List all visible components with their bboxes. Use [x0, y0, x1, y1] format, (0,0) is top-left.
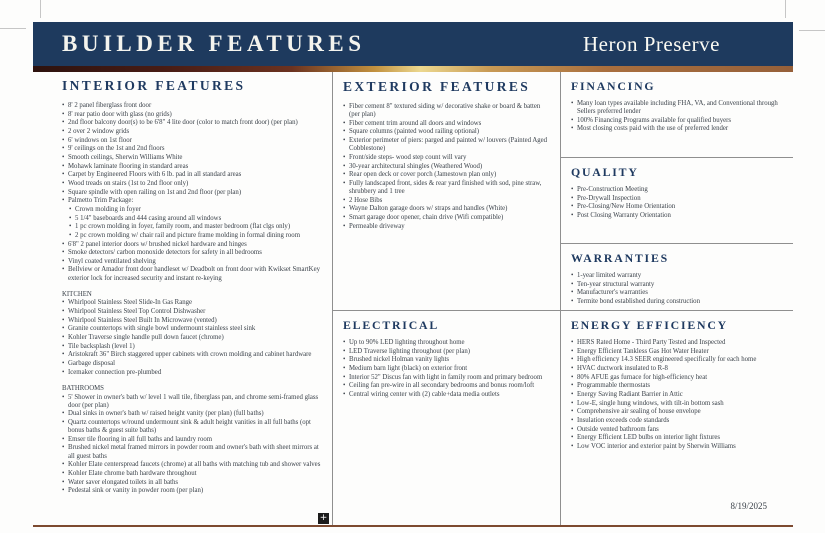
feature-text: Termite bond established during construction: [577, 297, 700, 305]
bullet-icon: •: [62, 360, 65, 368]
header-banner: [33, 22, 793, 66]
section-heading-quality: QUALITY: [571, 165, 639, 179]
feature-item: [62, 385, 326, 393]
feature-item: [62, 334, 326, 342]
feature-item: [62, 241, 326, 249]
bullet-icon: •: [62, 469, 65, 477]
bullet-icon: •: [571, 194, 574, 202]
feature-text: HERS Rated Home - Third Party Tested and Inspected: [577, 339, 726, 346]
feature-text: LED Traverse lighting throughout (per plan): [349, 347, 471, 355]
bullet-icon: •: [69, 205, 72, 213]
bullet-icon: •: [62, 266, 65, 274]
feature-text: Low VOC interior and exterior paint by Sherwin Williams: [577, 442, 736, 450]
feature-item: [571, 356, 785, 364]
bullet-icon: •: [343, 205, 346, 213]
feature-item: [62, 325, 326, 333]
exterior-feature-list: [343, 103, 552, 231]
feature-item: [343, 180, 552, 196]
feature-text: Garbage disposal: [68, 360, 115, 368]
bullet-icon: •: [62, 418, 65, 426]
feature-text: 5 1/4" baseboards and 444 casing around all windows: [75, 214, 222, 222]
feature-text: Fiber cement trim around all doors and windows: [349, 119, 482, 127]
feature-item: [571, 374, 785, 382]
bullet-icon: •: [571, 203, 574, 211]
column-interior: [33, 72, 332, 526]
feature-item: [343, 391, 552, 399]
bullet-icon: •: [571, 297, 574, 305]
bullet-icon: •: [343, 373, 346, 381]
feature-text: Wood treads on stairs (1st to 2nd floor only): [68, 179, 189, 187]
feature-text: Fully landscaped front, sides & rear yard finished with sod, pine straw, shrubbery and 1 tree: [349, 179, 542, 196]
feature-text: Pre-Closing/New Home Orientation: [577, 203, 676, 211]
feature-text: Energy Efficient Tankless Gas Hot Water Heater: [577, 347, 709, 355]
feature-item: [62, 461, 326, 469]
feature-item: [62, 470, 326, 478]
feature-item: [343, 197, 552, 205]
feature-text: 6' windows on 1st floor: [68, 136, 132, 144]
financing-feature-list: [571, 100, 785, 134]
bullet-icon: •: [62, 153, 65, 161]
bullet-icon: •: [571, 339, 574, 346]
bullet-icon: •: [571, 382, 574, 390]
feature-text: KITCHEN: [62, 290, 92, 298]
feature-item: [571, 203, 785, 211]
feature-item: [571, 382, 785, 390]
bullet-icon: •: [571, 211, 574, 219]
feature-item: [343, 103, 552, 119]
feature-item: [62, 351, 326, 359]
feature-item: [571, 400, 785, 408]
feature-item: [62, 137, 326, 145]
feature-item: [62, 171, 326, 179]
feature-item: [571, 281, 785, 289]
feature-text: Carpet by Engineered Floors with 6 lb. pad in all standard areas: [68, 171, 242, 179]
feature-item: [571, 339, 785, 347]
feature-text: Aristokraft 36" Birch staggered upper cabinets with crown molding and cabinet hardware: [68, 351, 312, 359]
bullet-icon: •: [343, 364, 346, 372]
bullet-icon: •: [69, 231, 72, 239]
bullet-icon: •: [62, 410, 65, 418]
feature-text: Insulation exceeds code standards: [577, 416, 670, 424]
bullet-icon: •: [62, 102, 65, 109]
feature-text: Kohler Elate chrome bath hardware throughout: [68, 469, 197, 477]
feature-text: 2 pc crown molding w/ chair rail and picture frame molding in formal dining room: [75, 231, 300, 239]
feature-text: Most closing costs paid with the use of preferred lender: [577, 125, 729, 133]
feature-item: [343, 223, 552, 231]
bullet-icon: •: [343, 153, 346, 161]
bullet-icon: •: [62, 119, 65, 127]
feature-item: [62, 266, 326, 282]
content-columns: [33, 72, 793, 526]
bullet-icon: •: [343, 339, 346, 346]
bullet-icon: •: [62, 316, 65, 324]
bullet-icon: •: [69, 223, 72, 231]
feature-item: [343, 128, 552, 136]
feature-text: 2nd floor balcony door(s) to be 6'8" 4 lite door (color to match front door) (per plan): [68, 119, 298, 127]
feature-text: 1 pc crown molding in foyer, family room, and master bedroom (flat clgs only): [75, 223, 291, 231]
feature-item: [343, 154, 552, 162]
feature-item: [343, 214, 552, 222]
bullet-icon: •: [571, 347, 574, 355]
bullet-icon: •: [62, 136, 65, 144]
feature-text: 9' ceilings on the 1st and 2nd floors: [68, 145, 165, 153]
feature-item: [571, 100, 785, 116]
feature-text: Medium barn light (black) on exterior front: [349, 364, 468, 372]
bullet-icon: •: [62, 257, 65, 265]
bullet-icon: •: [62, 325, 65, 333]
community-name: Heron Preserve: [582, 31, 720, 56]
bullet-icon: •: [62, 249, 65, 257]
feature-item: [343, 137, 552, 153]
bullet-icon: •: [343, 128, 346, 136]
bullet-icon: •: [62, 240, 65, 248]
bullet-icon: •: [571, 289, 574, 297]
feature-text: Many loan types available including FHA, VA, and Conventional through Sellers preferred lender: [577, 100, 778, 116]
feature-item: [62, 308, 326, 316]
electrical-feature-list: [343, 339, 552, 399]
feature-item: [62, 444, 326, 460]
section-heading-financing: FINANCING: [571, 79, 656, 93]
annotation-plus-icon[interactable]: +: [319, 513, 328, 523]
bullet-icon: •: [62, 179, 65, 187]
bullet-icon: •: [343, 356, 346, 364]
crop-mark: [40, 0, 41, 18]
feature-item: [343, 339, 552, 347]
feature-text: Wayne Dalton garage doors w/ straps and handles (White): [349, 205, 508, 213]
bottom-rule: [33, 525, 793, 527]
section-heading-warranties: WARRANTIES: [571, 251, 669, 265]
feature-text: Comprehensive air sealing of house envelope: [577, 408, 701, 416]
feature-text: 8' 2 panel fiberglass front door: [68, 102, 152, 109]
feature-text: Energy Saving Radiant Barrier in Attic: [577, 390, 683, 398]
bullet-icon: •: [571, 425, 574, 433]
feature-item: [571, 212, 785, 220]
feature-item: [343, 120, 552, 128]
bullet-icon: •: [62, 334, 65, 342]
feature-item: [62, 232, 326, 240]
section-quality: [561, 157, 793, 243]
feature-text: 1-year limited warranty: [577, 272, 642, 279]
bullet-icon: •: [571, 272, 574, 279]
bullet-icon: •: [343, 214, 346, 222]
feature-text: Central wiring center with (2) cable+data media outlets: [349, 390, 500, 398]
feature-text: Pre-Drywall Inspection: [577, 194, 641, 202]
quality-feature-list: [571, 186, 785, 220]
feature-text: Pedestal sink or vanity in powder room (per plan): [68, 487, 204, 495]
feature-item: [62, 189, 326, 197]
feature-item: [62, 128, 326, 136]
feature-item: [62, 197, 326, 205]
feature-text: Mohawk laminate flooring in standard areas: [68, 162, 189, 170]
feature-text: Granite countertops with single bowl undermount stainless steel sink: [68, 325, 256, 333]
column-exterior-electrical: [332, 72, 560, 526]
feature-text: Brushed nickel Holman vanity lights: [349, 356, 450, 364]
bullet-icon: •: [571, 364, 574, 372]
section-heading-electrical: ELECTRICAL: [343, 318, 440, 332]
section-electrical: [333, 310, 560, 526]
crop-mark: [0, 28, 26, 29]
feature-item: [62, 291, 326, 299]
feature-text: Ten-year structural warranty: [577, 280, 655, 288]
bullet-icon: •: [62, 127, 65, 135]
section-exterior-features: [333, 72, 560, 310]
feature-text: Crown molding in foyer: [75, 205, 141, 213]
warranties-feature-list: [571, 272, 785, 306]
feature-item: [62, 163, 326, 171]
feature-text: Up to 90% LED lighting throughout home: [349, 339, 465, 346]
feature-text: Square columns (painted wood railing optional): [349, 128, 480, 136]
feature-text: Smart garage door opener, chain drive (Wifi compatible): [349, 214, 504, 222]
bullet-icon: •: [62, 308, 65, 316]
feature-text: Dual sinks in owner's bath w/ raised height vanity (per plan) (full baths): [68, 410, 264, 418]
feature-text: Emser tile flooring in all full baths and laundry room: [68, 435, 213, 443]
feature-item: [571, 426, 785, 434]
feature-item: [571, 348, 785, 356]
feature-text: Quartz countertops w/round undermount sink & adult height vanities in all full baths (opt bonus baths & guest suite baths): [68, 418, 311, 435]
feature-text: High efficiency 14.3 SEER engineered specifically for each home: [577, 356, 757, 364]
section-interior-features: [62, 78, 326, 496]
bullet-icon: •: [62, 487, 65, 495]
feature-text: BATHROOMS: [62, 384, 104, 392]
bullet-icon: •: [343, 382, 346, 390]
feature-text: Energy Efficient LED bulbs on interior light fixtures: [577, 434, 721, 442]
bullet-icon: •: [62, 342, 65, 350]
bullet-icon: •: [571, 442, 574, 450]
bullet-icon: •: [343, 390, 346, 398]
section-heading-exterior: EXTERIOR FEATURES: [343, 79, 531, 94]
crop-mark: [785, 0, 786, 18]
feature-text: 5' Shower in owner's bath w/ level 1 wall tile, fiberglass pan, and chrome semi-framed glass door (per plan): [68, 393, 319, 409]
feature-item: [62, 215, 326, 223]
feature-text: Manufacturer's warranties: [577, 289, 648, 297]
feature-text: Whirlpool Stainless Steel Built In Microwave (vented): [68, 316, 217, 324]
feature-item: [343, 356, 552, 364]
bullet-icon: •: [62, 393, 65, 401]
feature-item: [62, 206, 326, 214]
feature-item: [571, 195, 785, 203]
feature-text: Pre-Construction Meeting: [577, 186, 648, 193]
feature-text: Rear open deck or cover porch (Jamestown plan only): [349, 171, 497, 179]
feature-item: [62, 479, 326, 487]
feature-item: [62, 154, 326, 162]
feature-text: Interior 52" Discus fan with light in family room and primary bedroom: [349, 373, 543, 381]
bullet-icon: •: [571, 373, 574, 381]
bullet-icon: •: [571, 116, 574, 124]
feature-text: Permeable driveway: [349, 222, 405, 230]
feature-item: [571, 272, 785, 280]
feature-text: Front/side steps- wood step count will vary: [349, 153, 467, 161]
feature-item: [62, 394, 326, 410]
bullet-icon: •: [571, 356, 574, 364]
feature-text: Smoke detectors/ carbon monoxide detectors for safety in all bedrooms: [68, 249, 262, 257]
feature-item: [62, 487, 326, 495]
feature-item: [571, 391, 785, 399]
feature-item: [62, 180, 326, 188]
feature-item: [62, 299, 326, 307]
feature-item: [571, 408, 785, 416]
bullet-icon: •: [62, 435, 65, 443]
bullet-icon: •: [62, 461, 65, 469]
feature-text: Programmable thermostats: [577, 382, 651, 390]
bullet-icon: •: [571, 186, 574, 193]
crop-mark: [799, 30, 825, 31]
section-heading-energy: ENERGY EFFICIENCY: [571, 318, 728, 332]
feature-text: Fiber cement 8" textured siding w/ decorative shake or board & batten (per plan): [349, 103, 541, 119]
feature-text: Kohler Elate centerspread faucets (chrome) at all baths with matching tub and shower valves: [68, 461, 321, 469]
feature-item: [62, 369, 326, 377]
bullet-icon: •: [571, 434, 574, 442]
bullet-icon: •: [343, 179, 346, 187]
feature-item: [571, 117, 785, 125]
feature-item: [62, 111, 326, 119]
energy-feature-list: [571, 339, 785, 451]
feature-text: 8' rear patio door with glass (no grids): [68, 110, 172, 118]
feature-text: 2 Hose Bibs: [349, 196, 383, 204]
feature-text: Icemaker connection pre-plumbed: [68, 368, 162, 376]
feature-text: Water saver elongated toilets in all baths: [68, 478, 179, 486]
feature-text: Bellview or Amador front door handleset w/ Deadbolt on front door with Kwikset SmartKey exterior lock for increased security and instant re-keying: [68, 266, 321, 282]
bullet-icon: •: [343, 347, 346, 355]
feature-item: [62, 258, 326, 266]
feature-item: [343, 205, 552, 213]
bullet-icon: •: [343, 162, 346, 170]
bullet-icon: •: [571, 280, 574, 288]
feature-item: [62, 436, 326, 444]
date-label: 8/19/2025: [730, 501, 767, 511]
feature-item: [62, 419, 326, 435]
bullet-icon: •: [62, 197, 65, 205]
feature-text: Square spindle with open railing on 1st and 2nd floor (per plan): [68, 188, 242, 196]
feature-item: [343, 171, 552, 179]
interior-feature-list: [62, 102, 326, 495]
feature-text: Ceiling fan pre-wire in all secondary bedrooms and bonus room/loft: [349, 382, 535, 390]
feature-text: Palmetto Trim Package:: [68, 197, 134, 205]
bullet-icon: •: [62, 188, 65, 196]
bullet-icon: •: [571, 125, 574, 133]
feature-item: [62, 119, 326, 127]
bullet-icon: •: [343, 137, 346, 145]
bullet-icon: •: [62, 299, 65, 307]
bullet-icon: •: [62, 171, 65, 179]
bullet-icon: •: [69, 214, 72, 222]
bullet-icon: •: [343, 171, 346, 179]
feature-text: 80% AFUE gas furnace for high-efficiency heat: [577, 373, 708, 381]
bullet-icon: •: [62, 110, 65, 118]
feature-item: [343, 365, 552, 373]
section-heading-interior: INTERIOR FEATURES: [62, 78, 246, 93]
section-energy-efficiency: [561, 310, 793, 526]
bullet-icon: •: [571, 399, 574, 407]
feature-item: [62, 360, 326, 368]
bullet-icon: •: [571, 390, 574, 398]
feature-item: [62, 102, 326, 110]
feature-text: Smooth ceilings, Sherwin Williams White: [68, 153, 183, 161]
feature-item: [571, 298, 785, 306]
bullet-icon: •: [571, 408, 574, 416]
feature-text: 2 over 2 window grids: [68, 127, 130, 135]
feature-text: Tile backsplash (level 1): [68, 342, 135, 350]
feature-item: [571, 186, 785, 194]
feature-item: [62, 223, 326, 231]
column-financing-quality: [560, 72, 793, 526]
feature-text: 100% Financing Programs available for qualified buyers: [577, 116, 732, 124]
bullet-icon: •: [343, 119, 346, 127]
feature-item: [343, 163, 552, 171]
feature-item: [571, 443, 785, 451]
feature-text: Whirlpool Stainless Steel Slide-In Gas Range: [68, 299, 193, 307]
bullet-icon: •: [62, 478, 65, 486]
feature-item: [571, 365, 785, 373]
feature-text: Kohler Traverse single handle pull down faucet (chrome): [68, 334, 224, 342]
bullet-icon: •: [62, 351, 65, 359]
feature-text: Low-E, single hung windows, with tilt-in bottom sash: [577, 399, 724, 407]
feature-text: Vinyl coated ventilated shelving: [68, 257, 156, 265]
feature-text: Exterior perimeter of piers: parged and painted w/ louvers (Painted Aged Cobblestone): [349, 137, 548, 153]
feature-item: [343, 374, 552, 382]
bullet-icon: •: [62, 444, 65, 452]
feature-text: Brushed nickel metal framed mirrors in powder room and owner's bath with sheet mirrors at all guest baths: [68, 444, 319, 460]
feature-item: [343, 348, 552, 356]
bullet-icon: •: [571, 416, 574, 424]
feature-item: [62, 145, 326, 153]
feature-item: [62, 317, 326, 325]
feature-item: [571, 434, 785, 442]
bullet-icon: •: [62, 145, 65, 153]
feature-text: 30-year architectural shingles (Weathered Wood): [349, 162, 483, 170]
bullet-icon: •: [62, 162, 65, 170]
feature-text: 6'8" 2 panel interior doors w/ brushed nickel hardware and hinges: [68, 240, 247, 248]
feature-item: [62, 410, 326, 418]
feature-item: [571, 417, 785, 425]
feature-item: [571, 289, 785, 297]
feature-text: Post Closing Warranty Orientation: [577, 211, 671, 219]
bullet-icon: •: [343, 103, 346, 110]
feature-item: [62, 343, 326, 351]
feature-item: [62, 249, 326, 257]
feature-text: Outside vented bathroom fans: [577, 425, 659, 433]
feature-text: Whirlpool Stainless Steel Top Control Dishwasher: [68, 308, 206, 316]
section-financing: [561, 72, 793, 157]
feature-text: HVAC ductwork insulated to R-8: [577, 364, 668, 372]
bullet-icon: •: [62, 368, 65, 376]
feature-item: [571, 125, 785, 133]
section-warranties: [561, 243, 793, 310]
feature-item: [343, 382, 552, 390]
bullet-icon: •: [571, 100, 574, 107]
bullet-icon: •: [343, 196, 346, 204]
page-title: BUILDER FEATURES: [62, 31, 366, 56]
bullet-icon: •: [343, 222, 346, 230]
